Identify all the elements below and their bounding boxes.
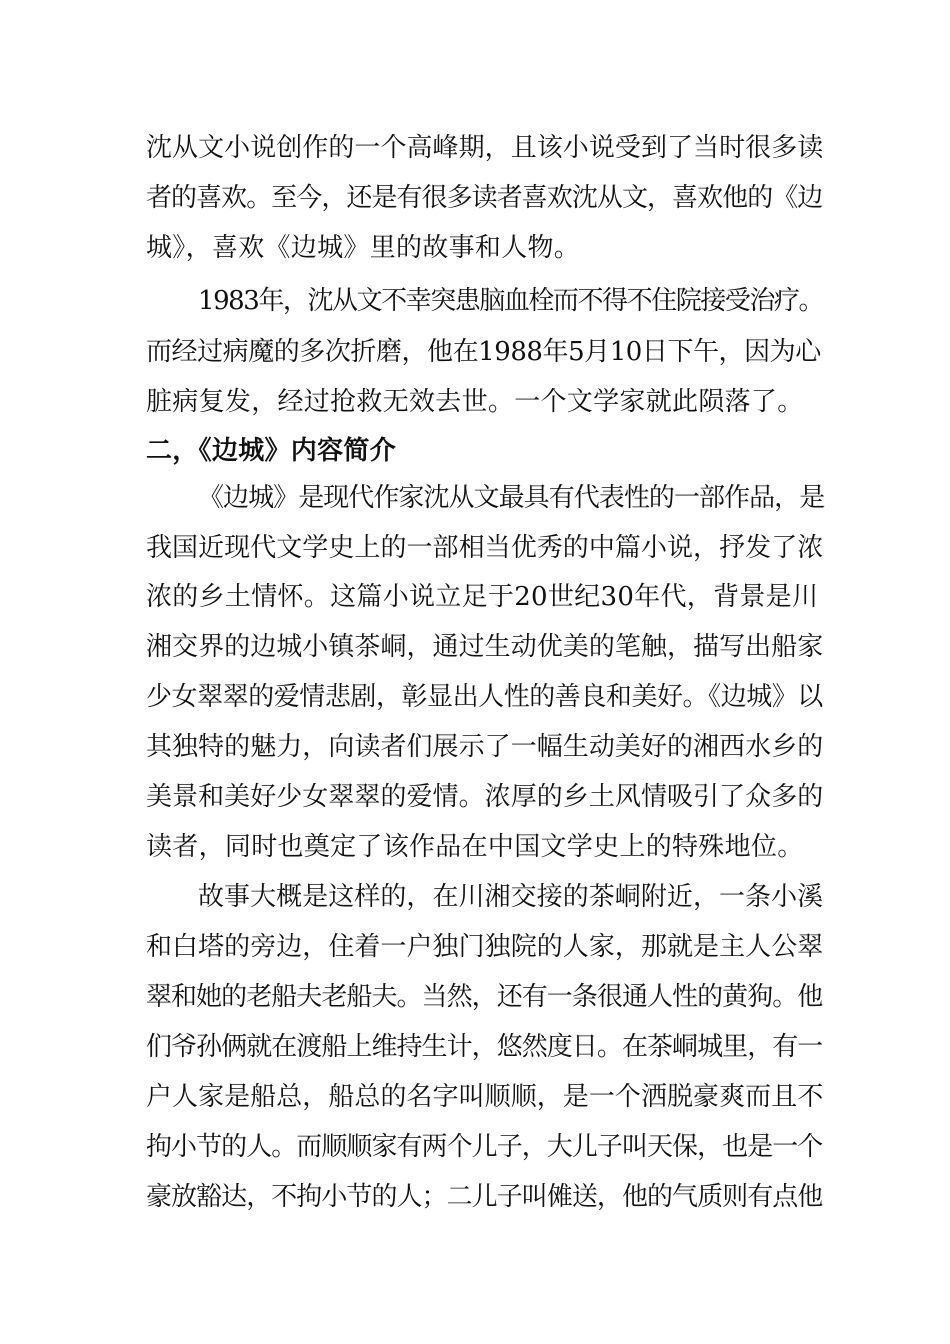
paragraph-4-line-3: 翠和她的老船夫老船夫。当然，还有一条很通人性的黄狗。他 bbox=[146, 982, 823, 1012]
paragraph-3-line-8: 读者，同时也奠定了该作品在中国文学史上的特殊地位。 bbox=[146, 832, 804, 862]
paragraph-2-line-1: 1983年，沈从文不幸突患脑血栓而不得不住院接受治疗。 bbox=[198, 286, 824, 316]
paragraph-2-line-2: 而经过病魔的多次折磨，他在1988年5月10日下午，因为心 bbox=[146, 337, 821, 367]
paragraph-2-line-3: 脏病复发，经过抢救无效去世。一个文学家就此陨落了。 bbox=[146, 387, 804, 417]
paragraph-1-line-3: 城》，喜欢《边城》里的故事和人物。 bbox=[146, 233, 581, 263]
paragraph-4-line-7: 豪放豁达，不拘小节的人；二儿子叫傩送，他的气质则有点他 bbox=[146, 1182, 823, 1212]
paragraph-1-line-1: 沈从文小说创作的一个高峰期，且该小说受到了当时很多读 bbox=[146, 133, 824, 163]
paragraph-4-line-4: 们爷孙俩就在渡船上维持生计，悠然度日。在茶峒城里，有一 bbox=[146, 1032, 823, 1062]
paragraph-3-line-1: 《边城》是现代作家沈从文最具有代表性的一部作品，是 bbox=[198, 483, 825, 513]
paragraph-3-line-3: 浓的乡土情怀。这篇小说立足于20世纪30年代，背景是川 bbox=[146, 582, 819, 612]
paragraph-3-line-4: 湘交界的边城小镇茶峒，通过生动优美的笔触，描写出船家 bbox=[146, 632, 824, 662]
paragraph-4-line-5: 户人家是船总，船总的名字叫顺顺，是一个洒脱豪爽而且不 bbox=[146, 1082, 824, 1112]
paragraph-3-line-6: 其独特的魅力，向读者们展示了一幅生动美好的湘西水乡的 bbox=[146, 732, 824, 762]
paragraph-4-line-6: 拘小节的人。而顺顺家有两个儿子，大儿子叫天保，也是一个 bbox=[146, 1132, 823, 1162]
paragraph-3-line-5: 少女翠翠的爱情悲剧，彰显出人性的善良和美好。《边城》以 bbox=[146, 682, 823, 712]
paragraph-1-line-2: 者的喜欢。至今，还是有很多读者喜欢沈从文，喜欢他的《边 bbox=[146, 183, 823, 213]
paragraph-3-line-2: 我国近现代文学史上的一部相当优秀的中篇小说，抒发了浓 bbox=[146, 533, 824, 563]
section-heading: 二，《边城》内容简介 bbox=[146, 436, 397, 466]
paragraph-3-line-7: 美景和美好少女翠翠的爱情。浓厚的乡土风情吸引了众多的 bbox=[146, 782, 824, 812]
paragraph-4-line-1: 故事大概是这样的，在川湘交接的茶峒附近，一条小溪 bbox=[198, 882, 824, 912]
paragraph-4-line-2: 和白塔的旁边，住着一户独门独院的人家，那就是主人公翠 bbox=[146, 932, 824, 962]
